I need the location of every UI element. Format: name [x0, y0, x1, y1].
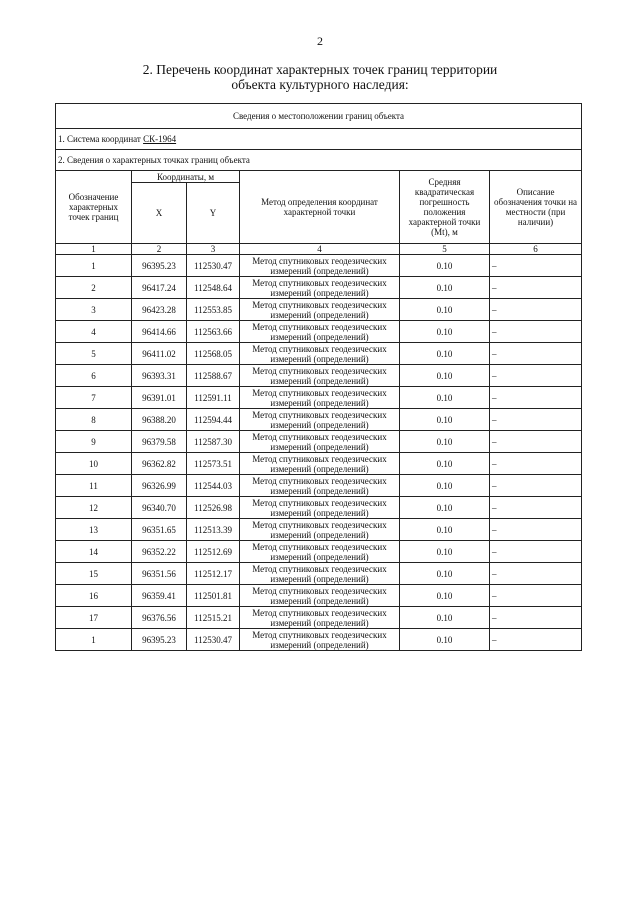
point-cell: 12 [56, 497, 132, 519]
table-row [56, 431, 582, 453]
method-cell: Метод спутниковых геодезических измерений (определений) [240, 585, 400, 607]
method-cell: Метод спутниковых геодезических измерений (определений) [240, 387, 400, 409]
table-row [56, 343, 582, 365]
header-description: Описание обозначения точки на местности (при наличии) [490, 171, 582, 244]
error-cell: 0.10 [400, 255, 490, 277]
column-number: 5 [400, 244, 490, 255]
x-coordinate-cell: 96393.31 [132, 365, 187, 387]
error-cell: 0.10 [400, 497, 490, 519]
description-cell: – [490, 475, 582, 497]
table-row [56, 519, 582, 541]
coordinates-table [55, 103, 582, 651]
table-row [56, 607, 582, 629]
point-cell: 10 [56, 453, 132, 475]
method-cell: Метод спутниковых геодезических измерений (определений) [240, 475, 400, 497]
table-row [56, 299, 582, 321]
point-cell: 5 [56, 343, 132, 365]
x-coordinate-cell: 96359.41 [132, 585, 187, 607]
point-cell: 14 [56, 541, 132, 563]
x-coordinate-cell: 96423.28 [132, 299, 187, 321]
point-cell: 11 [56, 475, 132, 497]
table-row [56, 409, 582, 431]
y-coordinate-cell: 112587.30 [187, 431, 240, 453]
x-coordinate-cell: 96395.23 [132, 629, 187, 651]
table-body [56, 104, 582, 651]
point-cell: 9 [56, 431, 132, 453]
table-row [56, 321, 582, 343]
y-coordinate-cell: 112568.05 [187, 343, 240, 365]
y-coordinate-cell: 112563.66 [187, 321, 240, 343]
method-cell: Метод спутниковых геодезических измерений (определений) [240, 431, 400, 453]
column-number: 1 [56, 244, 132, 255]
error-cell: 0.10 [400, 409, 490, 431]
y-coordinate-cell: 112594.44 [187, 409, 240, 431]
x-coordinate-cell: 96340.70 [132, 497, 187, 519]
point-cell: 15 [56, 563, 132, 585]
description-cell: – [490, 409, 582, 431]
method-cell: Метод спутниковых геодезических измерений (определений) [240, 277, 400, 299]
description-cell: – [490, 387, 582, 409]
method-cell: Метод спутниковых геодезических измерений (определений) [240, 497, 400, 519]
y-coordinate-cell: 112515.21 [187, 607, 240, 629]
error-cell: 0.10 [400, 431, 490, 453]
description-cell: – [490, 541, 582, 563]
error-cell: 0.10 [400, 299, 490, 321]
section-title: Сведения о местоположении границ объекта [56, 104, 582, 129]
header-method: Метод определения координат характерной точки [240, 171, 400, 244]
table-row [56, 255, 582, 277]
y-coordinate-cell: 112544.03 [187, 475, 240, 497]
table-row [56, 453, 582, 475]
x-coordinate-cell: 96326.99 [132, 475, 187, 497]
heading-line-2: объекта культурного наследия: [231, 77, 409, 92]
description-cell: – [490, 299, 582, 321]
table-row [56, 629, 582, 651]
description-cell: – [490, 453, 582, 475]
point-cell: 2 [56, 277, 132, 299]
error-cell: 0.10 [400, 519, 490, 541]
table-row [56, 497, 582, 519]
error-cell: 0.10 [400, 387, 490, 409]
x-coordinate-cell: 96351.65 [132, 519, 187, 541]
method-cell: Метод спутниковых геодезических измерений (определений) [240, 629, 400, 651]
error-cell: 0.10 [400, 343, 490, 365]
description-cell: – [490, 277, 582, 299]
x-coordinate-cell: 96362.82 [132, 453, 187, 475]
description-cell: – [490, 343, 582, 365]
heading-line-1: 2. Перечень координат характерных точек границ территории [142, 62, 498, 77]
column-number: 2 [132, 244, 187, 255]
points-info-row: 2. Сведения о характерных точках границ объекта [56, 150, 582, 171]
description-cell: – [490, 431, 582, 453]
method-cell: Метод спутниковых геодезических измерений (определений) [240, 541, 400, 563]
y-coordinate-cell: 112530.47 [187, 629, 240, 651]
x-coordinate-cell: 96376.56 [132, 607, 187, 629]
point-cell: 16 [56, 585, 132, 607]
column-number: 3 [187, 244, 240, 255]
method-cell: Метод спутниковых геодезических измерений (определений) [240, 607, 400, 629]
x-coordinate-cell: 96411.02 [132, 343, 187, 365]
y-coordinate-cell: 112530.47 [187, 255, 240, 277]
y-coordinate-cell: 112573.51 [187, 453, 240, 475]
header-x: X [132, 183, 187, 244]
header-designation: Обозначение характерных точек границ [56, 171, 132, 244]
table-row [56, 365, 582, 387]
x-coordinate-cell: 96417.24 [132, 277, 187, 299]
point-cell: 13 [56, 519, 132, 541]
description-cell: – [490, 519, 582, 541]
table-row [56, 277, 582, 299]
x-coordinate-cell: 96351.56 [132, 563, 187, 585]
y-coordinate-cell: 112553.85 [187, 299, 240, 321]
y-coordinate-cell: 112588.67 [187, 365, 240, 387]
table-row [56, 585, 582, 607]
page-number: 2 [317, 34, 323, 48]
x-coordinate-cell: 96391.01 [132, 387, 187, 409]
table-row [56, 541, 582, 563]
x-coordinate-cell: 96352.22 [132, 541, 187, 563]
point-cell: 1 [56, 629, 132, 651]
method-cell: Метод спутниковых геодезических измерений (определений) [240, 255, 400, 277]
table-row [56, 563, 582, 585]
description-cell: – [490, 629, 582, 651]
point-cell: 17 [56, 607, 132, 629]
table-row [56, 387, 582, 409]
error-cell: 0.10 [400, 541, 490, 563]
description-cell: – [490, 607, 582, 629]
document-heading [0, 62, 640, 92]
y-coordinate-cell: 112512.69 [187, 541, 240, 563]
error-cell: 0.10 [400, 277, 490, 299]
y-coordinate-cell: 112591.11 [187, 387, 240, 409]
y-coordinate-cell: 112548.64 [187, 277, 240, 299]
x-coordinate-cell: 96379.58 [132, 431, 187, 453]
error-cell: 0.10 [400, 321, 490, 343]
method-cell: Метод спутниковых геодезических измерений (определений) [240, 343, 400, 365]
error-cell: 0.10 [400, 629, 490, 651]
method-cell: Метод спутниковых геодезических измерений (определений) [240, 519, 400, 541]
description-cell: – [490, 255, 582, 277]
point-cell: 3 [56, 299, 132, 321]
column-number: 4 [240, 244, 400, 255]
x-coordinate-cell: 96388.20 [132, 409, 187, 431]
point-cell: 7 [56, 387, 132, 409]
error-cell: 0.10 [400, 365, 490, 387]
error-cell: 0.10 [400, 453, 490, 475]
description-cell: – [490, 497, 582, 519]
method-cell: Метод спутниковых геодезических измерений (определений) [240, 365, 400, 387]
description-cell: – [490, 365, 582, 387]
error-cell: 0.10 [400, 607, 490, 629]
error-cell: 0.10 [400, 585, 490, 607]
coordinate-system-row [56, 129, 582, 150]
method-cell: Метод спутниковых геодезических измерений (определений) [240, 453, 400, 475]
header-y: Y [187, 183, 240, 244]
description-cell: – [490, 563, 582, 585]
description-cell: – [490, 585, 582, 607]
point-cell: 1 [56, 255, 132, 277]
coordinate-system-label: 1. Система координат [58, 134, 141, 144]
method-cell: Метод спутниковых геодезических измерений (определений) [240, 321, 400, 343]
y-coordinate-cell: 112501.81 [187, 585, 240, 607]
y-coordinate-cell: 112526.98 [187, 497, 240, 519]
x-coordinate-cell: 96395.23 [132, 255, 187, 277]
header-coordinates: Координаты, м [132, 171, 240, 183]
point-cell: 6 [56, 365, 132, 387]
column-number: 6 [490, 244, 582, 255]
error-cell: 0.10 [400, 563, 490, 585]
coordinate-system-value: СК-1964 [143, 134, 177, 144]
point-cell: 8 [56, 409, 132, 431]
column-number-row [56, 244, 582, 255]
error-cell: 0.10 [400, 475, 490, 497]
x-coordinate-cell: 96414.66 [132, 321, 187, 343]
method-cell: Метод спутниковых геодезических измерений (определений) [240, 299, 400, 321]
y-coordinate-cell: 112513.39 [187, 519, 240, 541]
y-coordinate-cell: 112512.17 [187, 563, 240, 585]
description-cell: – [490, 321, 582, 343]
method-cell: Метод спутниковых геодезических измерений (определений) [240, 409, 400, 431]
header-error: Средняя квадратическая погрешность положения характерной точки (Mt), м [400, 171, 490, 244]
method-cell: Метод спутниковых геодезических измерений (определений) [240, 563, 400, 585]
table-row [56, 475, 582, 497]
point-cell: 4 [56, 321, 132, 343]
